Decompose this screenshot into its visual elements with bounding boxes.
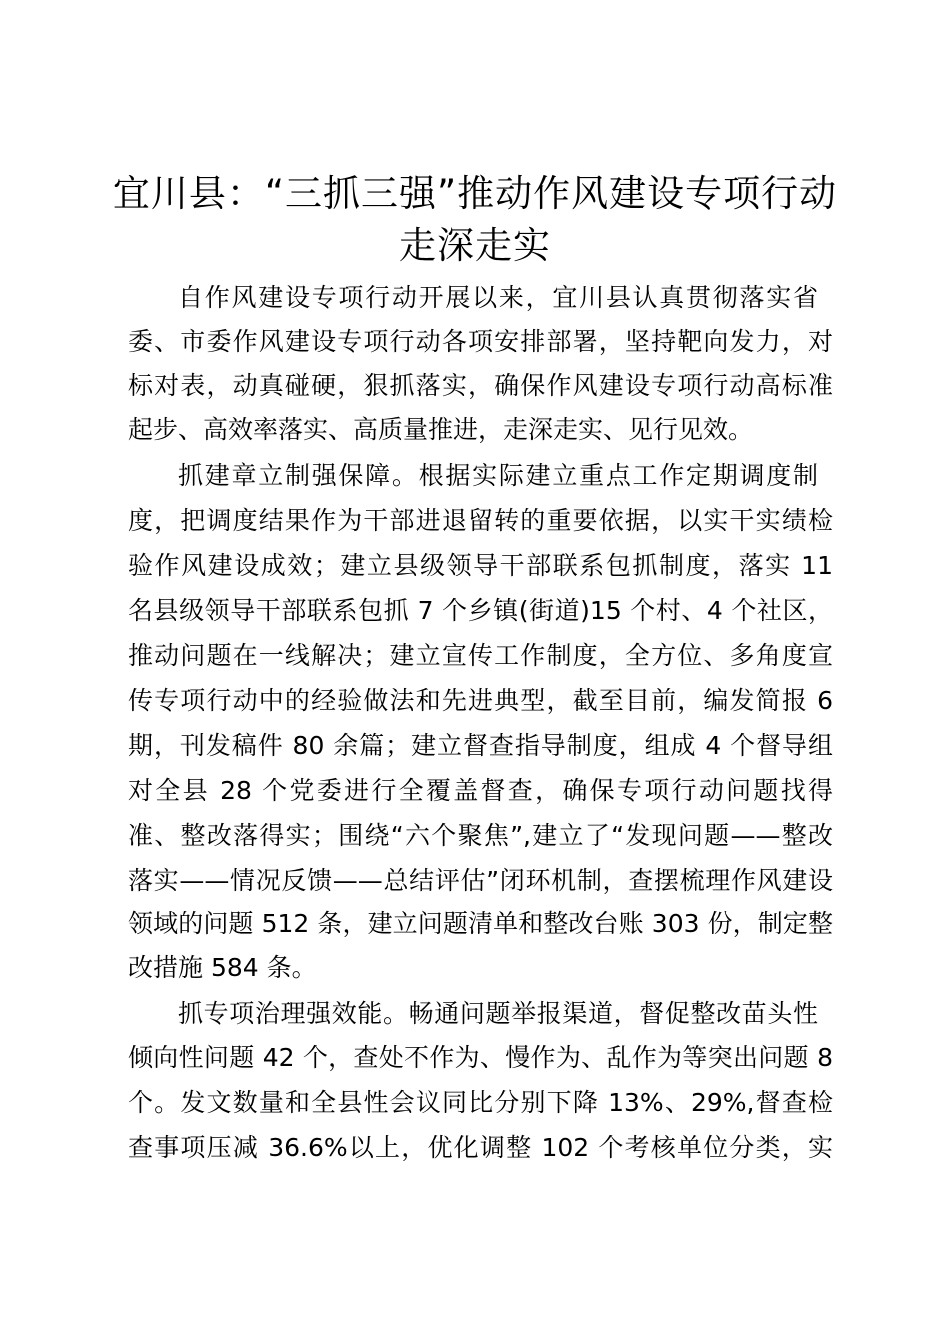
paragraph-1-line-4: 起步、高效率落实、高质量推进，走深走实、见行见效。 bbox=[128, 415, 754, 444]
paragraph-2-line-2: 度，把调度结果作为干部进退留转的重要依据，以实干实绩检 bbox=[128, 506, 833, 535]
paragraph-3-line-2: 倾向性问题 42 个，查处不作为、慢作为、乱作为等突出问题 8 bbox=[128, 1043, 833, 1072]
paragraph-3-line-4: 查事项压减 36.6%以上，优化调整 102 个考核单位分类，实 bbox=[128, 1133, 833, 1162]
paragraph-2-line-8: 对全县 28 个党委进行全覆盖督查，确保专项行动问题找得 bbox=[128, 776, 833, 805]
paragraph-1-line-2: 委、市委作风建设专项行动各项安排部署，坚持靶向发力，对 bbox=[128, 327, 833, 356]
document-title-line-2: 走深走实 bbox=[399, 224, 551, 267]
paragraph-2-line-11: 领域的问题 512 条，建立问题清单和整改台账 303 份，制定整 bbox=[128, 909, 833, 938]
paragraph-1-line-1: 自作风建设专项行动开展以来，宜川县认真贯彻落实省 bbox=[178, 283, 818, 312]
paragraph-2-line-4: 名县级领导干部联系包抓 7 个乡镇(街道)15 个村、4 个社区， bbox=[128, 596, 833, 625]
paragraph-2-line-9: 准、整改落得实；围绕“六个聚焦”,建立了“发现问题——整改 bbox=[128, 821, 833, 850]
paragraph-2-line-6: 传专项行动中的经验做法和先进典型，截至目前，编发简报 6 bbox=[128, 686, 833, 715]
paragraph-1-line-3: 标对表，动真碰硬，狠抓落实，确保作风建设专项行动高标准 bbox=[128, 371, 833, 400]
paragraph-2-line-1: 抓建章立制强保障。根据实际建立重点工作定期调度制 bbox=[178, 461, 818, 490]
paragraph-2-line-12: 改措施 584 条。 bbox=[128, 953, 317, 982]
document-title-line-1: 宜川县：“三抓三强”推动作风建设专项行动 bbox=[112, 172, 838, 215]
paragraph-3-line-3: 个。发文数量和全县性会议同比分别下降 13%、29%,督查检 bbox=[128, 1088, 833, 1117]
paragraph-2-line-5: 推动问题在一线解决；建立宣传工作制度，全方位、多角度宣 bbox=[128, 641, 833, 670]
paragraph-3-line-1: 抓专项治理强效能。畅通问题举报渠道，督促整改苗头性 bbox=[178, 999, 818, 1028]
paragraph-2-line-10: 落实——情况反馈——总结评估”闭环机制，查摆梳理作风建设 bbox=[128, 866, 833, 895]
paragraph-2-line-3: 验作风建设成效；建立县级领导干部联系包抓制度，落实 11 bbox=[128, 551, 833, 580]
paragraph-2-line-7: 期，刊发稿件 80 余篇；建立督查指导制度，组成 4 个督导组 bbox=[128, 731, 833, 760]
